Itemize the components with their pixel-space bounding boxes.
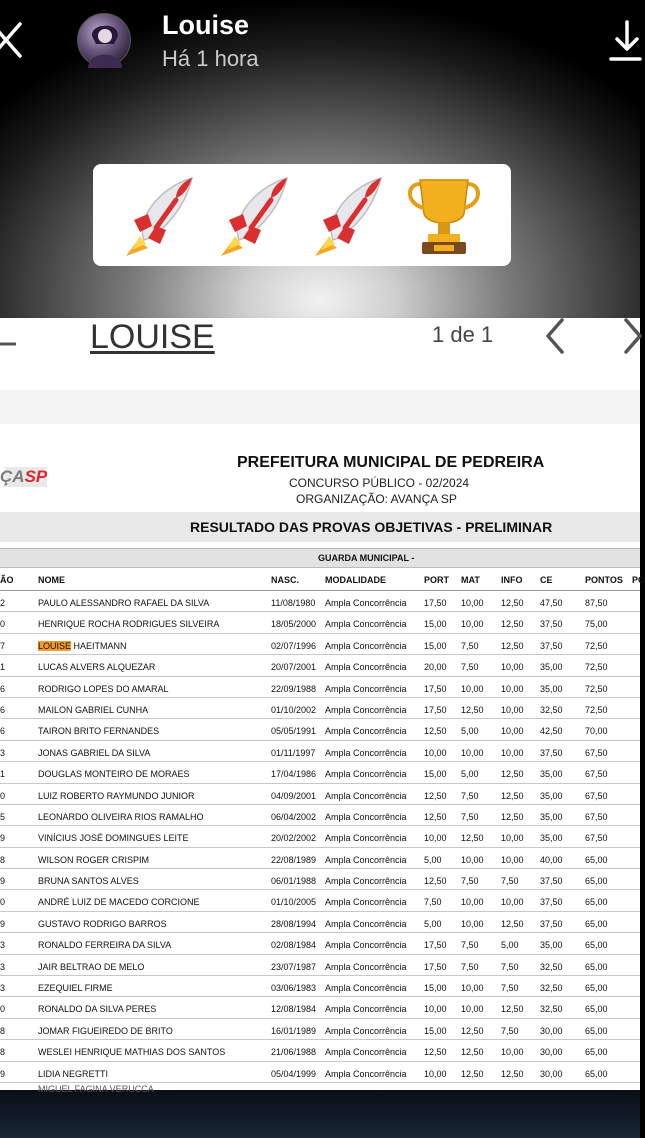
cell-mod: Ampla Concorrência: [325, 662, 407, 673]
post-timestamp: Há 1 hora: [162, 46, 259, 71]
download-icon: [607, 18, 640, 64]
cell-mat: 10,00: [461, 1004, 484, 1015]
cell-ce: 40,00: [540, 854, 563, 865]
cell-nasc: 05/05/1991: [271, 726, 317, 737]
cell-nasc: 22/09/1988: [271, 683, 317, 694]
cell-pts: 67,50: [585, 833, 608, 844]
cell-name: MAILON GABRIEL CUNHA: [38, 704, 149, 715]
cell-mod: Ampla Concorrência: [325, 790, 407, 801]
cell-mod: Ampla Concorrência: [325, 704, 407, 715]
cell-rank: 9: [0, 876, 6, 887]
cell-ce: 37,50: [540, 897, 563, 908]
cell-mat: 10,00: [461, 598, 484, 608]
cell-info: 10,00: [501, 854, 524, 865]
cell-mat: 12,50: [461, 1025, 484, 1036]
cell-name: JONAS GABRIEL DA SILVA: [38, 747, 151, 758]
cell-nasc: 02/08/1984: [271, 940, 317, 951]
cell-pts: 65,00: [585, 876, 608, 887]
cell-rank: 0: [0, 619, 6, 630]
cell-mod: Ampla Concorrência: [325, 683, 407, 694]
cell-mod: Ampla Concorrência: [325, 1047, 407, 1058]
cell-info: 5,00: [501, 940, 519, 951]
table-row: [0, 677, 640, 698]
cell-mat: 12,50: [461, 1068, 484, 1079]
table-row: [0, 976, 640, 997]
cell-nasc: 22/08/1989: [271, 854, 317, 865]
cell-ce: 30,00: [540, 1047, 563, 1058]
cell-port: 5,00: [424, 854, 442, 865]
back-arrow-icon[interactable]: [0, 326, 20, 362]
cell-rank: 0: [0, 897, 6, 908]
cell-name: ANDRÉ LUIZ DE MACEDO CORCIONE: [38, 897, 200, 908]
cell-nasc: 23/07/1987: [271, 961, 317, 972]
cell-nasc: 28/08/1994: [271, 918, 317, 929]
cell-info: 10,00: [501, 662, 524, 673]
cell-port: 15,00: [424, 983, 447, 994]
table-row: [0, 933, 640, 954]
cell-rank: 3: [0, 747, 6, 758]
cell-port: 12,50: [424, 876, 447, 887]
cell-info: 12,50: [501, 619, 524, 630]
document-title: PREFEITURA MUNICIPAL DE PEDREIRA: [237, 454, 545, 471]
cell-port: 10,00: [424, 1004, 447, 1015]
cell-pts: 67,50: [585, 790, 608, 801]
cell-port: 17,50: [424, 940, 447, 951]
cell-ce: 32,50: [540, 704, 563, 715]
cell-mod: Ampla Concorrência: [325, 598, 407, 608]
cell-nasc: 16/01/1989: [271, 1025, 317, 1036]
close-button[interactable]: [0, 20, 30, 60]
cell-nasc: 17/04/1986: [271, 769, 317, 780]
cell-mat: 10,00: [461, 897, 484, 908]
story-footer-gradient: [0, 1090, 640, 1138]
cell-nasc: 18/05/2000: [271, 619, 317, 630]
document-subtitle: CONCURSO PÚBLICO - 02/2024: [289, 476, 470, 490]
cell-mod: Ampla Concorrência: [325, 747, 407, 758]
cell-port: 12,50: [424, 1047, 447, 1058]
close-icon: [0, 20, 30, 60]
cell-pts: 65,00: [585, 1004, 608, 1015]
cell-rank: 3: [0, 983, 6, 994]
cell-pts: 72,50: [585, 662, 608, 673]
cell-name: BRUNA SANTOS ALVES: [38, 876, 139, 887]
cell-info: 7,50: [501, 961, 519, 972]
cell-name: JAIR BELTRAO DE MELO: [38, 961, 145, 972]
cell-info: 12,50: [501, 598, 524, 608]
cell-info: 12,50: [501, 790, 524, 801]
cell-port: 15,00: [424, 1025, 447, 1036]
shared-screenshot[interactable]: [0, 318, 645, 1094]
cell-name: EZEQUIEL FIRME: [38, 983, 113, 994]
cell-name: LIDIA NEGRETTI: [38, 1068, 109, 1079]
cell-mat: 7,50: [461, 961, 479, 972]
cell-mod: Ampla Concorrência: [325, 1025, 407, 1036]
cell-nasc: 01/10/2002: [271, 704, 317, 715]
cell-ce: 35,00: [540, 833, 563, 844]
cell-pts: 70,00: [585, 726, 608, 737]
cell-info: 7,50: [501, 983, 519, 994]
cell-info: 10,00: [501, 897, 524, 908]
group-header: [0, 548, 640, 568]
col-rank: ÃO: [0, 575, 14, 585]
cell-info: 10,00: [501, 683, 524, 694]
cell-mod: Ampla Concorrência: [325, 876, 407, 887]
cell-info: 12,50: [501, 811, 524, 822]
cell-rank: 8: [0, 854, 6, 865]
cell-mat: 7,50: [461, 640, 479, 651]
cell-port: 5,00: [424, 918, 442, 929]
table-row: [0, 826, 640, 847]
cell-port: 17,50: [424, 704, 447, 715]
cell-rank: 8: [0, 1025, 6, 1036]
cell-name: DOUGLAS MONTEIRO DE MORAES: [38, 769, 190, 780]
cell-rank: 7: [0, 640, 6, 651]
cell-ce: 35,00: [540, 683, 563, 694]
cell-port: 15,00: [424, 619, 447, 630]
cell-mod: Ampla Concorrência: [325, 726, 407, 737]
cell-info: 7,50: [501, 1025, 519, 1036]
cell-info: 12,50: [501, 918, 524, 929]
table-row: [0, 634, 640, 655]
cell-port: 10,00: [424, 747, 447, 758]
cell-rank: 0: [0, 1004, 6, 1015]
cell-ce: 32,50: [540, 983, 563, 994]
cell-nasc: 20/02/2002: [271, 833, 317, 844]
cell-mod: Ampla Concorrência: [325, 619, 407, 630]
cell-mat: 10,00: [461, 918, 484, 929]
table-row: [0, 955, 640, 976]
cell-name: RONALDO FERREIRA DA SILVA: [38, 940, 172, 951]
cell-nasc: 06/04/2002: [271, 811, 317, 822]
cell-mod: Ampla Concorrência: [325, 811, 407, 822]
cell-mat: 12,50: [461, 1047, 484, 1058]
cell-pts: 65,00: [585, 940, 608, 951]
next-match-icon[interactable]: [622, 318, 640, 354]
trophy-emoji-icon: [402, 170, 486, 260]
cell-ce: 35,00: [540, 662, 563, 673]
results-table: [0, 548, 645, 1097]
cell-nasc: 11/08/1980: [271, 598, 316, 608]
cell-pts: 65,00: [585, 897, 608, 908]
cell-mat: 12,50: [461, 833, 484, 844]
avatar-image: [78, 14, 132, 68]
cell-name: LEONARDO OLIVEIRA RIOS RAMALHO: [38, 811, 204, 822]
cell-port: 12,50: [424, 811, 447, 822]
cell-mod: Ampla Concorrência: [325, 1004, 407, 1015]
rocket-emoji-icon: [307, 170, 391, 260]
cell-info: 12,50: [501, 1004, 524, 1015]
cell-pts: 72,50: [585, 704, 608, 715]
col-ce: CE: [540, 575, 553, 585]
table-row: [0, 698, 640, 719]
search-highlight: LOUISE: [38, 640, 72, 651]
cell-mod: Ampla Concorrência: [325, 769, 407, 780]
cell-ce: 37,50: [540, 619, 563, 630]
cell-port: 15,00: [424, 640, 447, 651]
cell-port: 17,50: [424, 961, 447, 972]
cell-pts: 65,00: [585, 918, 608, 929]
cell-rank: 1: [0, 662, 6, 673]
cell-pts: 65,00: [585, 854, 608, 865]
cell-nasc: 01/10/2005: [271, 897, 317, 908]
col-port: PORT: [424, 575, 450, 585]
group-label: GUARDA MUNICIPAL -: [318, 553, 415, 563]
cell-mat: 5,00: [461, 726, 479, 737]
cell-nasc: 03/06/1983: [271, 983, 317, 994]
cell-mod: Ampla Concorrência: [325, 940, 407, 951]
cell-ce: 42,50: [540, 726, 563, 737]
cell-info: 12,50: [501, 769, 524, 780]
cell-ce: 37,50: [540, 640, 563, 651]
cell-port: 12,50: [424, 726, 447, 737]
table-row: [0, 805, 640, 826]
table-body: [0, 591, 640, 1083]
table-row-partial: [0, 1083, 640, 1097]
cell-name: WILSON ROGER CRISPIM: [38, 854, 150, 865]
cell-name: PAULO ALESSANDRO RAFAEL DA SILVA: [38, 598, 210, 608]
table-row: [0, 591, 640, 612]
cell-pts: 65,00: [585, 961, 608, 972]
cell-rank: 5: [0, 811, 6, 822]
cell-rank: 6: [0, 704, 6, 715]
cell-rank: 1: [0, 769, 6, 780]
table-row: [0, 997, 640, 1018]
cell-mat: 12,50: [461, 704, 484, 715]
cell-mat: 7,50: [461, 662, 479, 673]
cell-rank: 8: [0, 1047, 6, 1058]
cell-info: 7,50: [501, 876, 519, 887]
cell-nasc: 06/01/1988: [271, 876, 317, 887]
table-row: [0, 762, 640, 783]
cell-info: 10,00: [501, 1047, 524, 1058]
cell-mat: 5,00: [461, 769, 479, 780]
table-row: [0, 719, 640, 740]
cell-mat: 10,00: [461, 619, 484, 630]
cell-info: 10,00: [501, 726, 524, 737]
cell-nasc: 20/07/2001: [271, 662, 317, 673]
cell-name: LUCAS ALVERS ALQUEZAR: [38, 662, 156, 673]
cell-ce: 35,00: [540, 940, 563, 951]
cell-rank: 3: [0, 940, 6, 951]
results-banner-text: RESULTADO DAS PROVAS OBJETIVAS - PRELIMINAR: [190, 519, 553, 535]
cell-ce: 35,00: [540, 811, 563, 822]
cell-port: 15,00: [424, 769, 447, 780]
cell-name: LUIZ ROBERTO RAYMUNDO JUNIOR: [38, 790, 195, 801]
cell-name: LOUISE HAEITMANN: [38, 640, 127, 651]
cell-name: RONALDO DA SILVA PERES: [38, 1004, 157, 1015]
rocket-emoji-icon: [118, 170, 202, 260]
cell-nasc: 12/08/1984: [271, 1004, 317, 1015]
cell-pts: 65,00: [585, 1068, 608, 1079]
partial-row-name: MIGUEL FAGINA VERUCCA: [38, 1083, 154, 1094]
cell-nasc: 04/09/2001: [271, 790, 317, 801]
cell-nasc: 05/04/1999: [271, 1068, 317, 1079]
cell-mat: 10,00: [461, 747, 484, 758]
cell-port: 10,00: [424, 1068, 447, 1079]
col-modalidade: MODALIDADE: [325, 575, 386, 585]
cell-pts: 65,00: [585, 1025, 608, 1036]
cell-mat: 7,50: [461, 876, 479, 887]
cell-ce: 35,00: [540, 769, 563, 780]
cell-rank: 0: [0, 790, 6, 801]
cell-ce: 32,50: [540, 961, 563, 972]
pdf-document-page: [0, 424, 645, 1094]
download-button[interactable]: [607, 18, 640, 64]
cell-info: 10,00: [501, 747, 524, 758]
cell-name: TAIRON BRITO FERNANDES: [38, 726, 160, 737]
cell-ce: 47,50: [540, 598, 563, 608]
cell-mat: 10,00: [461, 683, 484, 694]
cell-pts: 87,50: [585, 598, 608, 608]
cell-ce: 35,00: [540, 790, 563, 801]
cell-name: GUSTAVO RODRIGO BARROS: [38, 918, 167, 929]
cell-mat: 7,50: [461, 790, 479, 801]
cell-rank: 6: [0, 683, 6, 694]
results-banner: [0, 512, 640, 542]
search-query[interactable]: LOUISE: [90, 318, 215, 356]
cell-mod: Ampla Concorrência: [325, 918, 407, 929]
cell-mod: Ampla Concorrência: [325, 983, 407, 994]
cell-ce: 30,00: [540, 1025, 563, 1036]
col-mat: MAT: [461, 575, 480, 585]
table-row: [0, 612, 640, 633]
table-row: [0, 741, 640, 762]
cell-mat: 7,50: [461, 940, 479, 951]
cell-ce: 37,50: [540, 876, 563, 887]
table-row: [0, 1062, 640, 1083]
cell-nasc: 21/06/1988: [271, 1047, 317, 1058]
cell-pts: 67,50: [585, 811, 608, 822]
table-row: [0, 869, 640, 890]
cell-info: 12,50: [501, 640, 524, 651]
cell-mat: 7,50: [461, 811, 479, 822]
cell-pts: 72,50: [585, 683, 608, 694]
avatar[interactable]: [77, 13, 131, 67]
pdf-search-bar: [0, 318, 640, 390]
cell-name: JOMAR FIGUEIREDO DE BRITO: [38, 1025, 173, 1036]
table-row: [0, 655, 640, 676]
cell-rank: 9: [0, 833, 6, 844]
cell-ce: 32,50: [540, 1004, 563, 1015]
emoji-sticker[interactable]: [93, 164, 511, 266]
cell-rank: 9: [0, 1068, 6, 1079]
cell-port: 7,50: [424, 897, 442, 908]
cell-name: VINÍCIUS JOSÉ DOMINGUES LEITE: [38, 833, 189, 844]
col-name: NOME: [38, 575, 65, 585]
cell-port: 12,50: [424, 790, 447, 801]
cell-pts: 67,50: [585, 769, 608, 780]
cell-rank: 9: [0, 918, 6, 929]
page-gap: [0, 390, 640, 424]
cell-info: 12,50: [501, 1068, 524, 1079]
cell-port: 10,00: [424, 833, 447, 844]
cell-mat: 10,00: [461, 983, 484, 994]
table-row: [0, 1019, 640, 1040]
table-row: [0, 1040, 640, 1061]
cell-ce: 37,50: [540, 747, 563, 758]
rocket-emoji-icon: [213, 170, 297, 260]
col-info: INFO: [501, 575, 523, 585]
cell-mod: Ampla Concorrência: [325, 833, 407, 844]
cell-ce: 30,00: [540, 1068, 563, 1079]
cell-mod: Ampla Concorrência: [325, 961, 407, 972]
cell-mod: Ampla Concorrência: [325, 897, 407, 908]
cell-pts: 65,00: [585, 983, 608, 994]
cell-mod: Ampla Concorrência: [325, 854, 407, 865]
cell-pts: 75,00: [585, 619, 608, 630]
table-row: [0, 890, 640, 911]
cell-nasc: 01/11/1997: [271, 747, 316, 758]
table-header: [0, 568, 645, 591]
cell-info: 10,00: [501, 704, 524, 715]
cell-port: 17,50: [424, 683, 447, 694]
document-organization: ORGANIZAÇÃO: AVANÇA SP: [296, 492, 457, 506]
cell-pts: 67,50: [585, 747, 608, 758]
cell-port: 20,00: [424, 662, 447, 673]
cell-name: RODRIGO LOPES DO AMARAL: [38, 683, 169, 694]
previous-match-icon[interactable]: [542, 318, 568, 354]
cell-nasc: 02/07/1996: [271, 640, 317, 651]
cell-mat: 10,00: [461, 854, 484, 865]
col-pontos: PONTOS: [585, 575, 623, 585]
cell-mod: Ampla Concorrência: [325, 1068, 407, 1079]
cell-info: 10,00: [501, 833, 524, 844]
col-extra: PO: [632, 575, 645, 585]
cell-rank: 3: [0, 961, 6, 972]
table-row: [0, 912, 640, 933]
cell-name: WESLEI HENRIQUE MATHIAS DOS SANTOS: [38, 1047, 226, 1058]
cell-rank: 6: [0, 726, 6, 737]
cell-ce: 37,50: [540, 918, 563, 929]
match-count: 1 de 1: [432, 322, 494, 347]
username[interactable]: Louise: [162, 10, 250, 40]
organizer-logo: ÇASP: [0, 467, 48, 486]
cell-port: 17,50: [424, 598, 447, 608]
cell-name: HENRIQUE ROCHA RODRIGUES SILVEIRA: [38, 619, 220, 630]
col-nasc: NASC.: [271, 575, 300, 585]
cell-pts: 65,00: [585, 1047, 608, 1058]
cell-rank: 2: [0, 598, 6, 608]
table-row: [0, 848, 640, 869]
cell-mod: Ampla Concorrência: [325, 640, 407, 651]
cell-pts: 72,50: [585, 640, 608, 651]
table-row: [0, 784, 640, 805]
